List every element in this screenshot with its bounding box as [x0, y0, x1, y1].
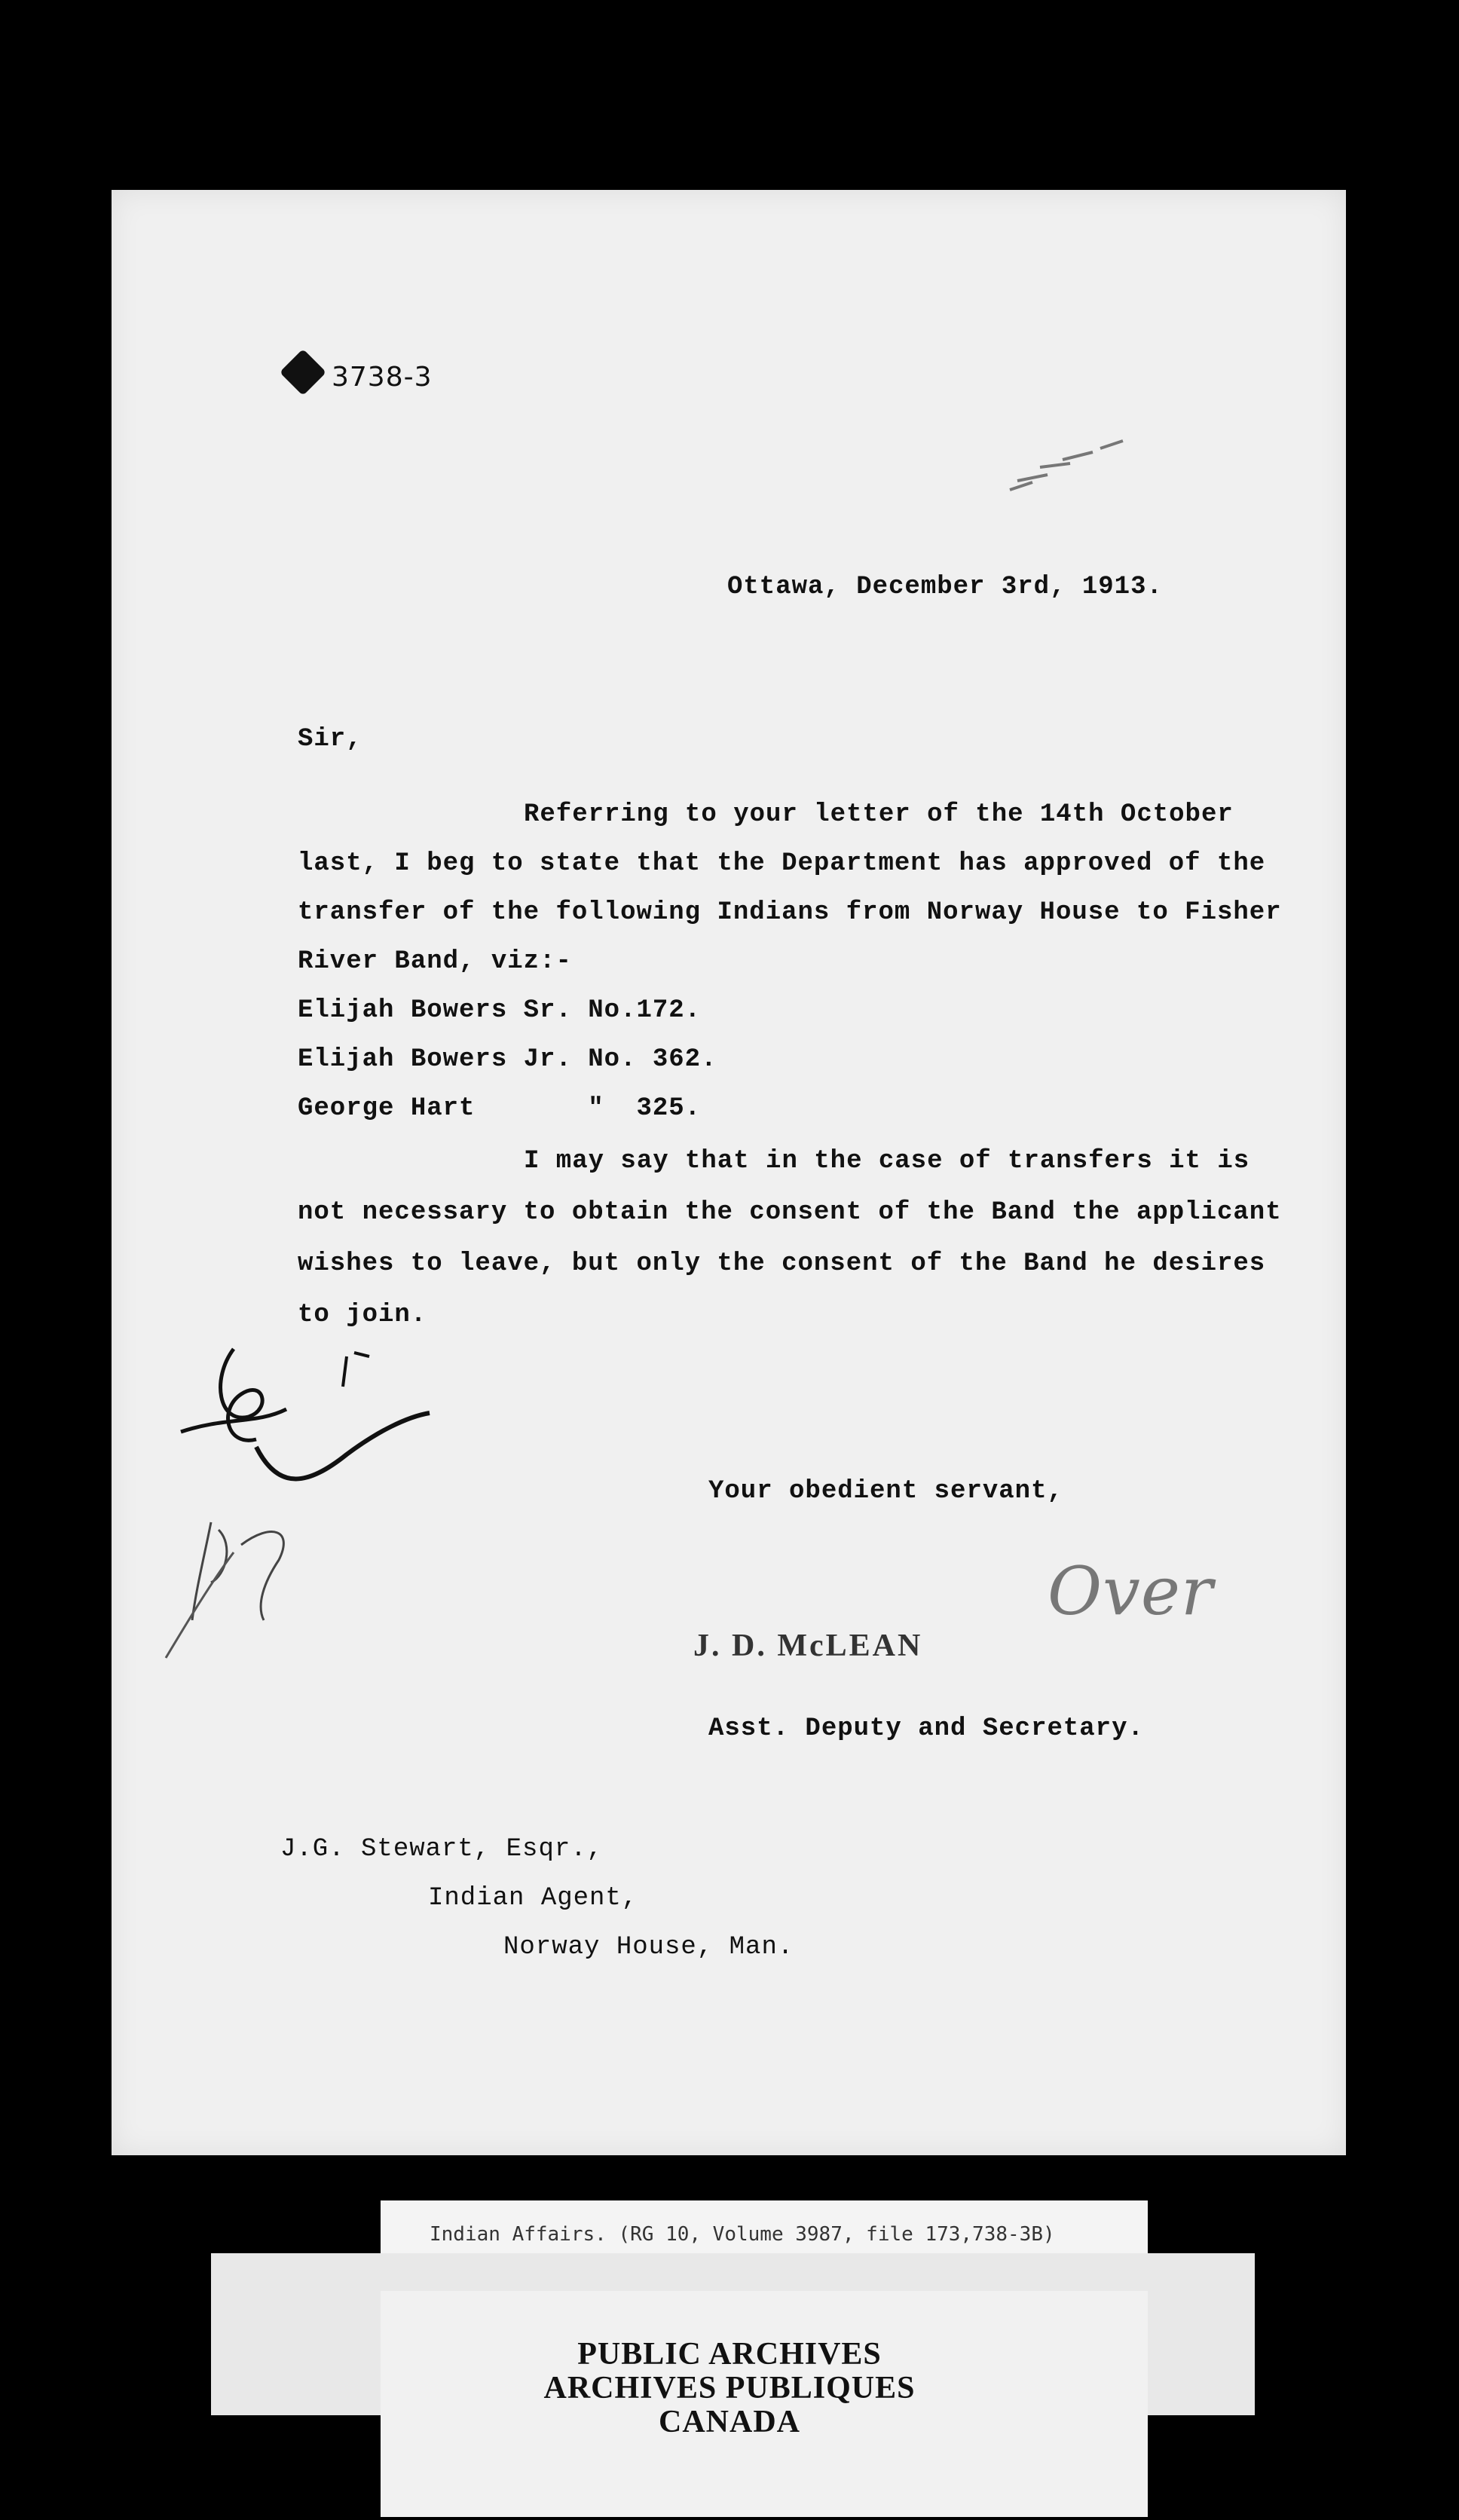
handwritten-initials-left [166, 1334, 452, 1673]
handwritten-initials: Over [1048, 1552, 1214, 1630]
paragraph2-line: wishes to leave, but only the consent of the Band he desires [298, 1249, 1266, 1278]
addressee-name: J.G. Stewart, Esqr., [280, 1835, 604, 1864]
paragraph1-line: Referring to your letter of the 14th October [524, 800, 1234, 829]
archive-label-line: PUBLIC ARCHIVES [577, 2337, 882, 2372]
paragraph2-line: to join. [298, 1301, 427, 1329]
archive-label-line: CANADA [659, 2405, 800, 2439]
name-entry: George Hart " 325. [298, 1094, 702, 1123]
closing: Your obedient servant, [708, 1477, 1063, 1506]
name-entry: Elijah Bowers Jr. No. 362. [298, 1045, 717, 1074]
name-entry: Elijah Bowers Sr. No.172. [298, 996, 702, 1025]
dateline: Ottawa, December 3rd, 1913. [727, 573, 1163, 601]
paragraph1-line: River Band, viz:- [298, 947, 572, 976]
addressee-location: Norway House, Man. [503, 1933, 794, 1962]
archive-caption: Indian Affairs. (RG 10, Volume 3987, file 173,738-3B) [430, 2223, 1055, 2246]
pencil-marks-icon [1002, 422, 1138, 505]
paragraph2-line: not necessary to obtain the consent of the Band the applicant [298, 1198, 1282, 1227]
paragraph1-line: last, I beg to state that the Department has approved of the [298, 849, 1266, 878]
paragraph1-line: transfer of the following Indians from Norway House to Fisher [298, 898, 1282, 927]
salutation: Sir, [298, 725, 362, 754]
paragraph2-line: I may say that in the case of transfers it is [524, 1147, 1250, 1176]
archive-label-line: ARCHIVES PUBLIQUES [543, 2371, 916, 2405]
signer-title: Asst. Deputy and Secretary. [708, 1714, 1144, 1743]
file-number: 3738-3 [332, 362, 433, 393]
addressee-title: Indian Agent, [428, 1884, 638, 1913]
signature-stamp: J. D. McLEAN [693, 1629, 923, 1663]
